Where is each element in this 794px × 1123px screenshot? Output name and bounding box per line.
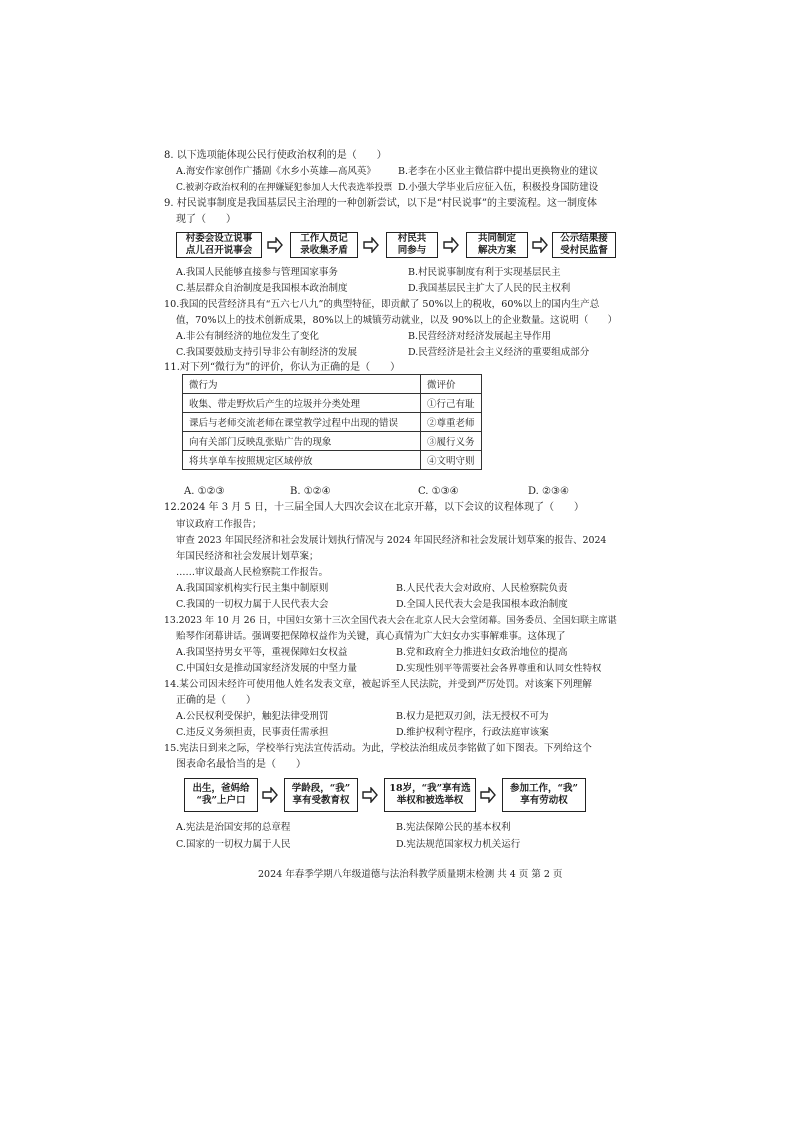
q15-stem-line2: 图表命名最恰当的是（ ）: [176, 759, 306, 770]
page-footer: 2024 年春季学期八年级道德与法治科教学质量期末检测 共 4 页 第 2 页: [258, 869, 563, 880]
q11-option-d: D. ②③④: [528, 486, 569, 497]
q10-option-a: A.非公有制经济的地位发生了变化: [176, 331, 319, 342]
arrow-right-icon: [363, 237, 379, 253]
q8-option-a: A.海安作家创作广播剧《水乡小英雄—高风英》: [176, 166, 376, 177]
table-cell: 向有关部门反映乱张贴广告的现象: [183, 432, 421, 451]
q11-option-b: B. ①②④: [290, 486, 331, 497]
q11-option-c: C. ①③④: [418, 486, 459, 497]
table-row: [183, 413, 482, 432]
arrow-right-icon: [267, 237, 283, 253]
q13-option-b: B.党和政府全力推进妇女政治地位的提高: [396, 647, 568, 658]
table-cell: ②尊重老师: [421, 413, 482, 432]
q11-option-a: A. ①②③: [184, 486, 225, 497]
q12-option-b: B.人民代表大会对政府、人民检察院负责: [396, 583, 568, 594]
q8-stem: 8. 以下选项能体现公民行使政治权利的是（ ）: [164, 150, 387, 161]
arrow-right-icon: [532, 237, 548, 253]
q9-option-b: B.村民说事制度有利于实现基层民主: [408, 267, 561, 278]
arrow-right-icon: [262, 787, 278, 803]
table-cell: ③履行义务: [421, 432, 482, 451]
table-cell: ④文明守则: [421, 451, 482, 470]
table-header-cell: 微行为: [183, 375, 421, 394]
q9-option-d: D.我国基层民主扩大了人民的民主权利: [408, 283, 571, 294]
q9-stem-line1: 9. 村民说事制度是我国基层民主治理的一种创新尝试，以下是“村民说事”的主要流程。这一制度体: [164, 198, 597, 209]
q9-flow-step-5: 公示结果接 受村民监督: [552, 232, 616, 258]
q13-option-c: C.中国妇女是推动国家经济发展的中坚力量: [176, 663, 357, 674]
table-cell: 将共享单车按照规定区域停放: [183, 451, 421, 470]
q12-stem: 12.2024 年 3 月 5 日，十三届全国人大四次会议在北京开幕，以下会议的议程体现了（ ）: [164, 502, 584, 513]
q15-stem-line1: 15.宪法日到来之际，学校举行宪法宣传活动。为此，学校法治组成员李铭做了如下图表。下列给这个: [164, 743, 592, 754]
q9-flow-step-2: 工作人员记 录收集矛盾: [290, 232, 358, 258]
table-header-row: [183, 375, 482, 394]
q10-option-b: B.民营经济对经济发展起主导作用: [408, 331, 552, 342]
q13-stem-line2: 贻琴作闭幕讲话。强调要把保障权益作为关键，真心真情为广大妇女办实事解难事。这体现了: [176, 631, 566, 642]
q15-option-c: C.国家的一切权力属于人民: [176, 839, 291, 850]
q14-stem-line2: 正确的是（ ）: [176, 695, 256, 706]
table-header-cell: 微评价: [421, 375, 482, 394]
q15-flow-step-4: 参加工作，“我” 享有劳动权: [502, 778, 586, 812]
q14-option-c: C.违反义务须担责，民事责任需承担: [176, 727, 329, 738]
q9-flow-step-4: 共同制定 解决方案: [466, 232, 528, 258]
q13-stem-line1: 13.2023 年 10 月 26 日，中国妇女第十三次全国代表大会在北京人民大会堂闭幕。国务委员、全国妇联主席谌: [164, 615, 617, 626]
q9-flow-step-3: 村民共 同参与: [386, 232, 438, 258]
q14-option-a: A.公民权利受保护，触犯法律受刑罚: [176, 711, 329, 722]
q15-flow-step-2: 学龄段，“我” 享有受教育权: [284, 778, 358, 812]
q12-agenda-line3: 年国民经济和社会发展计划草案；: [176, 551, 319, 562]
table-cell: 课后与老师交流老师在课堂教学过程中出现的错误: [183, 413, 421, 432]
q15-option-d: D.宪法规范国家权力机关运行: [396, 839, 521, 850]
q8-option-d: D.小强大学毕业后应征入伍，积极投身国防建设: [398, 182, 599, 193]
q15-option-b: B.宪法保障公民的基本权利: [396, 822, 511, 833]
q9-option-a: A.我国人民能够直接参与管理国家事务: [176, 267, 338, 278]
table-cell: ①行己有耻: [421, 394, 482, 413]
q10-stem-line1: 10.我国的民营经济具有“五六七八九”的典型特征，即贡献了 50%以上的税收，60%以上的国内生产总: [164, 299, 600, 310]
table-row: [183, 394, 482, 413]
q14-stem-line1: 14.某公司因未经许可使用他人姓名发表文章，被起诉至人民法院，并受到严厉处罚。对该案下列理解: [164, 679, 592, 690]
q10-option-c: C.我国要鼓励支持引导非公有制经济的发展: [176, 347, 357, 358]
arrow-right-icon: [443, 237, 459, 253]
q15-option-a: A.宪法是治国安邦的总章程: [176, 822, 291, 833]
table-cell: 收集、带走野炊后产生的垃圾并分类处理: [183, 394, 421, 413]
q10-option-d: D.民营经济是社会主义经济的重要组成部分: [408, 347, 590, 358]
q8-option-c: C.被剥夺政治权利的在押嫌疑犯参加人大代表选举投票: [176, 183, 393, 193]
q11-table: [182, 374, 482, 470]
q9-flow-step-1: 村委会设立说事 点儿召开说事会: [176, 232, 262, 258]
q12-agenda-line4: ……审议最高人民检察院工作报告。: [176, 567, 329, 578]
q8-option-b: B.老李在小区业主微信群中提出更换物业的建议: [398, 166, 599, 177]
table-row: [183, 451, 482, 470]
q15-flow-step-1: 出生，爸妈给 “我”上户口: [184, 778, 258, 812]
q9-stem-line2: 现了（ ）: [176, 214, 236, 225]
q10-stem-line2: 值，70%以上的技术创新成果，80%以上的城镇劳动就业，以及 90%以上的企业数量。这说明（ ）: [176, 315, 618, 326]
q13-option-a: A.我国坚持男女平等，重视保障妇女权益: [176, 647, 348, 658]
arrow-right-icon: [362, 787, 378, 803]
q12-agenda-line1: 审议政府工作报告；: [176, 519, 262, 530]
q14-option-d: D.维护权利守程序，行政法庭审该案: [396, 727, 549, 738]
q12-option-a: A.我国国家机构实行民主集中制原则: [176, 583, 329, 594]
q11-stem: 11.对下列“微行为”的评价，你认为正确的是（ ）: [164, 362, 401, 373]
q9-option-c: C.基层群众自治制度是我国根本政治制度: [176, 283, 348, 294]
q12-agenda-line2: 审查 2023 年国民经济和社会发展计划执行情况与 2024 年国民经济和社会发展计划草案的报告、2024: [176, 535, 607, 546]
q12-option-d: D.全国人民代表大会是我国根本政治制度: [396, 599, 568, 610]
arrow-right-icon: [480, 787, 496, 803]
q15-flow-step-3: 18岁，“我”享有选 举权和被选举权: [384, 778, 476, 812]
q13-option-d: D.实现性别平等需要社会各界尊重和认同女性特权: [396, 663, 602, 674]
q12-option-c: C.我国的一切权力属于人民代表大会: [176, 599, 329, 610]
table-row: [183, 432, 482, 451]
q14-option-b: B.权力是把双刃剑，法无授权不可为: [396, 711, 549, 722]
